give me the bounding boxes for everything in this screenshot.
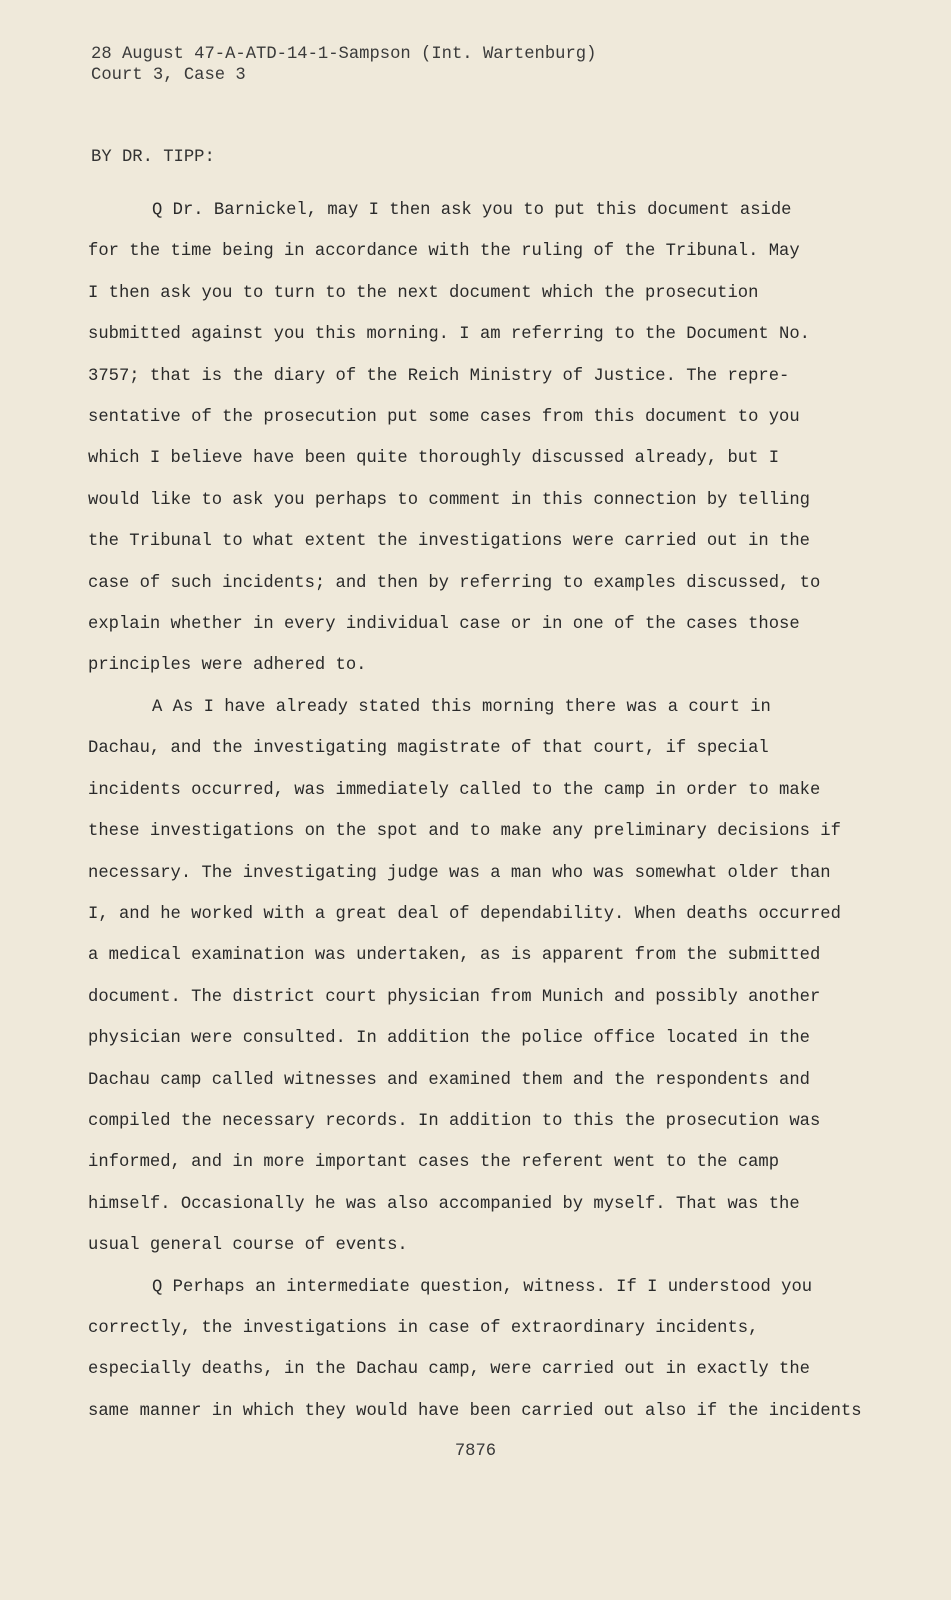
- text-line: same manner in which they would have been carried out also if the incidents: [88, 1401, 862, 1421]
- header-line-2: Court 3, Case 3: [91, 66, 246, 85]
- text-line: principles were adhered to.: [88, 656, 367, 676]
- text-line: document. The district court physician from Munich and possibly another: [88, 987, 821, 1007]
- text-line: the Tribunal to what extent the investigations were carried out in the: [88, 532, 810, 552]
- examiner-heading: BY DR. TIPP:: [91, 148, 215, 167]
- text-line: submitted against you this morning. I am referring to the Document No.: [88, 325, 810, 345]
- text-line: these investigations on the spot and to make any preliminary decisions if: [88, 822, 841, 842]
- text-line: I then ask you to turn to the next document which the prosecution: [88, 283, 759, 303]
- text-line: explain whether in every individual case or in one of the cases those: [88, 615, 800, 635]
- text-line: Dachau camp called witnesses and examined them and the respondents and: [88, 1070, 810, 1090]
- text-line: A As I have already stated this morning there was a court in: [152, 697, 771, 717]
- text-line: incidents occurred, was immediately called to the camp in order to make: [88, 780, 821, 800]
- text-line: physician were consulted. In addition the police office located in the: [88, 1029, 810, 1049]
- text-line: 3757; that is the diary of the Reich Ministry of Justice. The repre-: [88, 366, 790, 386]
- text-line: sentative of the prosecution put some cases from this document to you: [88, 408, 800, 428]
- text-line: usual general course of events.: [88, 1236, 408, 1256]
- text-line: Dachau, and the investigating magistrate of that court, if special: [88, 739, 769, 759]
- text-line: especially deaths, in the Dachau camp, were carried out in exactly the: [88, 1360, 810, 1380]
- header-line-1: 28 August 47-A-ATD-14-1-Sampson (Int. Wartenburg): [91, 45, 597, 64]
- page-number: 7876: [454, 1442, 497, 1461]
- text-line: compiled the necessary records. In addition to this the prosecution was: [88, 1111, 821, 1131]
- text-line: case of such incidents; and then by referring to examples discussed, to: [88, 573, 821, 593]
- question-paragraph-1: [88, 190, 848, 687]
- text-line: informed, and in more important cases the referent went to the camp: [88, 1153, 780, 1173]
- text-line: necessary. The investigating judge was a man who was somewhat older than: [88, 863, 831, 883]
- text-line: I, and he worked with a great deal of dependability. When deaths occurred: [88, 904, 841, 924]
- text-line: would like to ask you perhaps to comment in this connection by telling: [88, 490, 810, 510]
- text-line: a medical examination was undertaken, as is apparent from the submitted: [88, 946, 821, 966]
- text-line: Q Perhaps an intermediate question, witness. If I understood you: [152, 1277, 813, 1297]
- text-line: correctly, the investigations in case of extraordinary incidents,: [88, 1318, 759, 1338]
- text-line: which I believe have been quite thoroughly discussed already, but I: [88, 449, 780, 469]
- text-line: for the time being in accordance with the ruling of the Tribunal. May: [88, 242, 800, 262]
- answer-paragraph: [88, 687, 848, 1267]
- text-line: Q Dr. Barnickel, may I then ask you to put this document aside: [152, 201, 792, 220]
- page-header: [91, 44, 596, 86]
- text-line: himself. Occasionally he was also accompanied by myself. That was the: [88, 1194, 800, 1214]
- question-paragraph-2: [88, 1267, 862, 1433]
- transcript-body: [88, 190, 862, 1432]
